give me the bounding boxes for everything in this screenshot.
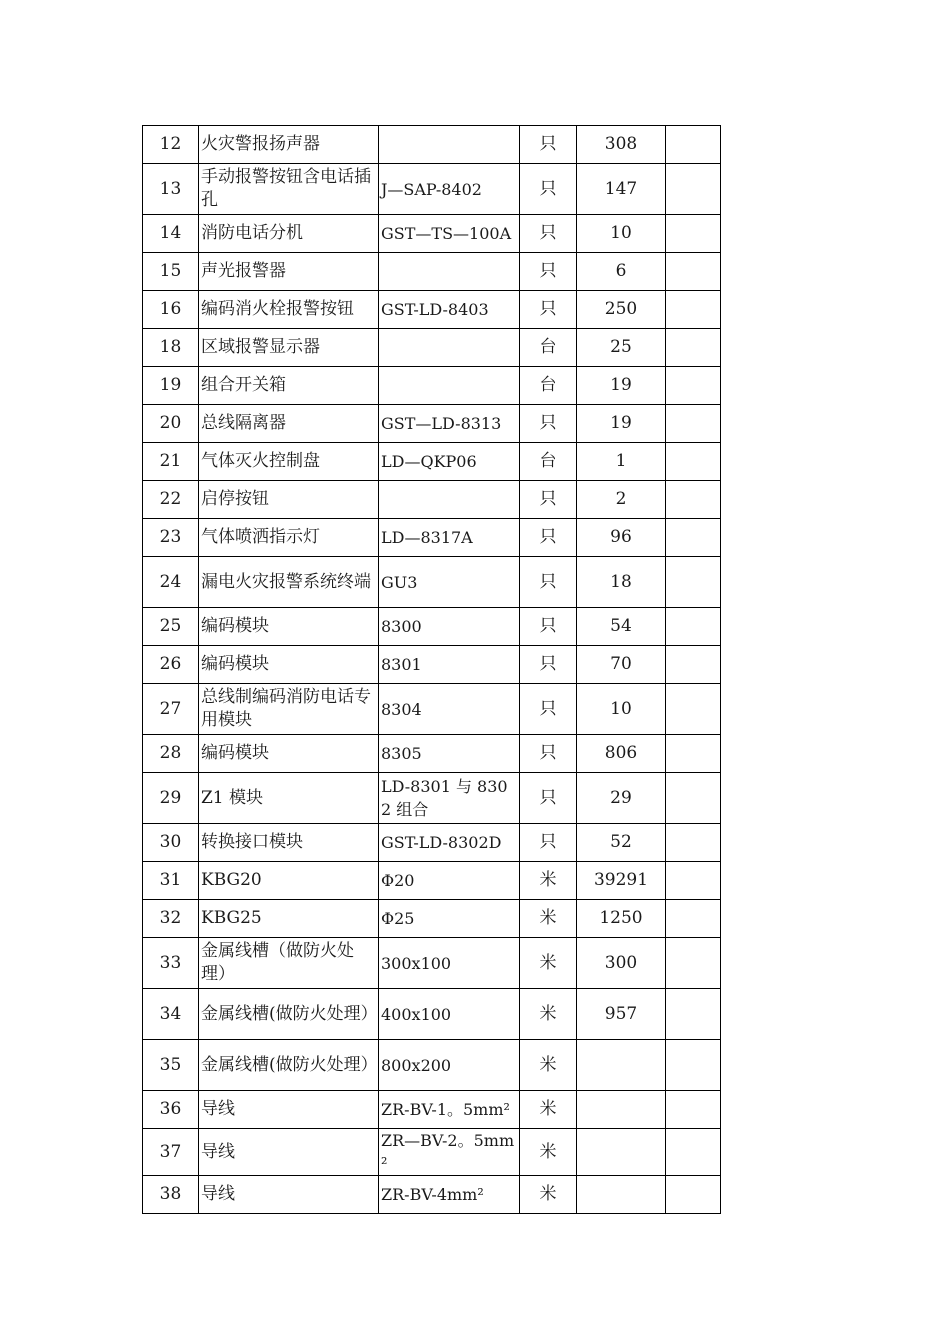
table-row — [143, 773, 721, 824]
cell-model: LD-8301 与 8302 组合 — [379, 773, 520, 824]
table-row — [143, 519, 721, 557]
cell-quantity: 25 — [577, 329, 666, 367]
table-row — [143, 1040, 721, 1091]
cell-quantity: 10 — [577, 684, 666, 735]
cell-model: 8304 — [379, 684, 520, 735]
cell-remarks — [666, 443, 721, 481]
cell-quantity: 18 — [577, 557, 666, 608]
cell-remarks — [666, 989, 721, 1040]
cell-remarks — [666, 367, 721, 405]
cell-quantity: 96 — [577, 519, 666, 557]
cell-number: 25 — [143, 608, 199, 646]
table-row — [143, 215, 721, 253]
cell-item-name: 编码模块 — [199, 646, 379, 684]
cell-quantity: 19 — [577, 367, 666, 405]
cell-model: ZR—BV-2。5mm² — [379, 1129, 520, 1176]
cell-item-name: 总线隔离器 — [199, 405, 379, 443]
cell-remarks — [666, 900, 721, 938]
cell-item-name: 气体喷洒指示灯 — [199, 519, 379, 557]
cell-quantity — [577, 1040, 666, 1091]
cell-number: 35 — [143, 1040, 199, 1091]
cell-unit: 米 — [520, 862, 577, 900]
table-row — [143, 735, 721, 773]
cell-unit: 只 — [520, 735, 577, 773]
cell-remarks — [666, 684, 721, 735]
cell-remarks — [666, 862, 721, 900]
cell-unit: 只 — [520, 684, 577, 735]
table-row — [143, 608, 721, 646]
cell-unit: 只 — [520, 126, 577, 164]
cell-item-name: 编码模块 — [199, 735, 379, 773]
cell-model: 300x100 — [379, 938, 520, 989]
cell-remarks — [666, 126, 721, 164]
cell-item-name: 导线 — [199, 1176, 379, 1214]
cell-item-name: 编码模块 — [199, 608, 379, 646]
table-row — [143, 1176, 721, 1214]
cell-model: GST-LD-8403 — [379, 291, 520, 329]
cell-model: 800x200 — [379, 1040, 520, 1091]
cell-number: 22 — [143, 481, 199, 519]
cell-unit: 只 — [520, 608, 577, 646]
table-row — [143, 989, 721, 1040]
cell-quantity: 300 — [577, 938, 666, 989]
table-row — [143, 443, 721, 481]
cell-remarks — [666, 557, 721, 608]
cell-model: LD—8317A — [379, 519, 520, 557]
cell-number: 23 — [143, 519, 199, 557]
cell-model: 400x100 — [379, 989, 520, 1040]
cell-model — [379, 481, 520, 519]
cell-model — [379, 329, 520, 367]
cell-quantity: 52 — [577, 824, 666, 862]
cell-quantity: 147 — [577, 164, 666, 215]
cell-quantity: 2 — [577, 481, 666, 519]
cell-remarks — [666, 646, 721, 684]
cell-remarks — [666, 164, 721, 215]
cell-unit: 只 — [520, 481, 577, 519]
cell-remarks — [666, 735, 721, 773]
table-row — [143, 329, 721, 367]
cell-model: LD—QKP06 — [379, 443, 520, 481]
cell-item-name: 漏电火灾报警系统终端 — [199, 557, 379, 608]
cell-unit: 只 — [520, 519, 577, 557]
cell-remarks — [666, 938, 721, 989]
cell-item-name: 导线 — [199, 1129, 379, 1176]
cell-unit: 台 — [520, 329, 577, 367]
table-row — [143, 900, 721, 938]
cell-model: 8300 — [379, 608, 520, 646]
cell-remarks — [666, 405, 721, 443]
cell-model: GST-LD-8302D — [379, 824, 520, 862]
cell-item-name: 总线制编码消防电话专用模块 — [199, 684, 379, 735]
cell-number: 15 — [143, 253, 199, 291]
cell-remarks — [666, 519, 721, 557]
cell-unit: 只 — [520, 824, 577, 862]
table-row — [143, 291, 721, 329]
cell-model: GU3 — [379, 557, 520, 608]
cell-unit: 只 — [520, 646, 577, 684]
cell-unit: 只 — [520, 405, 577, 443]
cell-quantity: 6 — [577, 253, 666, 291]
cell-item-name: 手动报警按钮含电话插孔 — [199, 164, 379, 215]
table-row — [143, 824, 721, 862]
table-body — [143, 126, 721, 1214]
cell-remarks — [666, 215, 721, 253]
table-row — [143, 862, 721, 900]
cell-unit: 只 — [520, 253, 577, 291]
cell-number: 26 — [143, 646, 199, 684]
cell-model: 8305 — [379, 735, 520, 773]
cell-number: 31 — [143, 862, 199, 900]
cell-model: Φ20 — [379, 862, 520, 900]
cell-number: 36 — [143, 1091, 199, 1129]
cell-model: J—SAP-8402 — [379, 164, 520, 215]
cell-quantity — [577, 1091, 666, 1129]
cell-number: 18 — [143, 329, 199, 367]
cell-quantity: 39291 — [577, 862, 666, 900]
cell-remarks — [666, 253, 721, 291]
cell-number: 34 — [143, 989, 199, 1040]
cell-model: ZR-BV-1。5mm² — [379, 1091, 520, 1129]
cell-number: 12 — [143, 126, 199, 164]
table-row — [143, 164, 721, 215]
cell-item-name: 火灾警报扬声器 — [199, 126, 379, 164]
cell-unit: 米 — [520, 1040, 577, 1091]
cell-quantity — [577, 1176, 666, 1214]
cell-unit: 只 — [520, 291, 577, 329]
cell-quantity: 10 — [577, 215, 666, 253]
cell-unit: 米 — [520, 938, 577, 989]
cell-remarks — [666, 608, 721, 646]
cell-item-name: 金属线槽（做防火处理） — [199, 938, 379, 989]
cell-quantity — [577, 1129, 666, 1176]
cell-item-name: 金属线槽(做防火处理） — [199, 1040, 379, 1091]
cell-quantity: 957 — [577, 989, 666, 1040]
cell-number: 29 — [143, 773, 199, 824]
cell-quantity: 250 — [577, 291, 666, 329]
cell-quantity: 308 — [577, 126, 666, 164]
table-row — [143, 684, 721, 735]
cell-remarks — [666, 1176, 721, 1214]
cell-item-name: 金属线槽(做防火处理） — [199, 989, 379, 1040]
cell-unit: 米 — [520, 900, 577, 938]
cell-model — [379, 126, 520, 164]
cell-number: 33 — [143, 938, 199, 989]
cell-item-name: KBG20 — [199, 862, 379, 900]
cell-number: 28 — [143, 735, 199, 773]
cell-remarks — [666, 1040, 721, 1091]
table-row — [143, 938, 721, 989]
cell-item-name: 编码消火栓报警按钮 — [199, 291, 379, 329]
cell-number: 14 — [143, 215, 199, 253]
cell-quantity: 806 — [577, 735, 666, 773]
cell-model: GST—LD-8313 — [379, 405, 520, 443]
cell-item-name: 组合开关箱 — [199, 367, 379, 405]
cell-model — [379, 367, 520, 405]
cell-item-name: 声光报警器 — [199, 253, 379, 291]
cell-number: 37 — [143, 1129, 199, 1176]
cell-item-name: 导线 — [199, 1091, 379, 1129]
cell-item-name: 启停按钮 — [199, 481, 379, 519]
cell-unit: 米 — [520, 989, 577, 1040]
cell-number: 19 — [143, 367, 199, 405]
cell-unit: 只 — [520, 773, 577, 824]
cell-item-name: 转换接口模块 — [199, 824, 379, 862]
table-row — [143, 557, 721, 608]
cell-number: 20 — [143, 405, 199, 443]
cell-model: GST—TS—100A — [379, 215, 520, 253]
cell-remarks — [666, 773, 721, 824]
table-row — [143, 405, 721, 443]
cell-remarks — [666, 291, 721, 329]
table-row — [143, 1091, 721, 1129]
cell-model: ZR-BV-4mm² — [379, 1176, 520, 1214]
cell-number: 16 — [143, 291, 199, 329]
cell-quantity: 54 — [577, 608, 666, 646]
cell-remarks — [666, 824, 721, 862]
cell-remarks — [666, 1091, 721, 1129]
cell-remarks — [666, 481, 721, 519]
cell-quantity: 1 — [577, 443, 666, 481]
cell-item-name: 区域报警显示器 — [199, 329, 379, 367]
cell-unit: 台 — [520, 367, 577, 405]
cell-number: 13 — [143, 164, 199, 215]
cell-unit: 只 — [520, 557, 577, 608]
table-row — [143, 646, 721, 684]
cell-unit: 只 — [520, 164, 577, 215]
cell-number: 30 — [143, 824, 199, 862]
cell-item-name: 消防电话分机 — [199, 215, 379, 253]
cell-unit: 米 — [520, 1129, 577, 1176]
cell-quantity: 70 — [577, 646, 666, 684]
cell-number: 38 — [143, 1176, 199, 1214]
cell-number: 21 — [143, 443, 199, 481]
cell-unit: 米 — [520, 1176, 577, 1214]
table-row — [143, 1129, 721, 1176]
cell-remarks — [666, 329, 721, 367]
cell-item-name: Z1 模块 — [199, 773, 379, 824]
table-row — [143, 253, 721, 291]
table-row — [143, 367, 721, 405]
cell-number: 32 — [143, 900, 199, 938]
cell-model: 8301 — [379, 646, 520, 684]
cell-quantity: 29 — [577, 773, 666, 824]
cell-remarks — [666, 1129, 721, 1176]
cell-unit: 台 — [520, 443, 577, 481]
cell-item-name: KBG25 — [199, 900, 379, 938]
cell-item-name: 气体灭火控制盘 — [199, 443, 379, 481]
cell-model: Φ25 — [379, 900, 520, 938]
equipment-table — [142, 125, 721, 1214]
cell-number: 27 — [143, 684, 199, 735]
cell-quantity: 19 — [577, 405, 666, 443]
cell-number: 24 — [143, 557, 199, 608]
cell-model — [379, 253, 520, 291]
table-row — [143, 481, 721, 519]
cell-quantity: 1250 — [577, 900, 666, 938]
table-row — [143, 126, 721, 164]
cell-unit: 米 — [520, 1091, 577, 1129]
cell-unit: 只 — [520, 215, 577, 253]
